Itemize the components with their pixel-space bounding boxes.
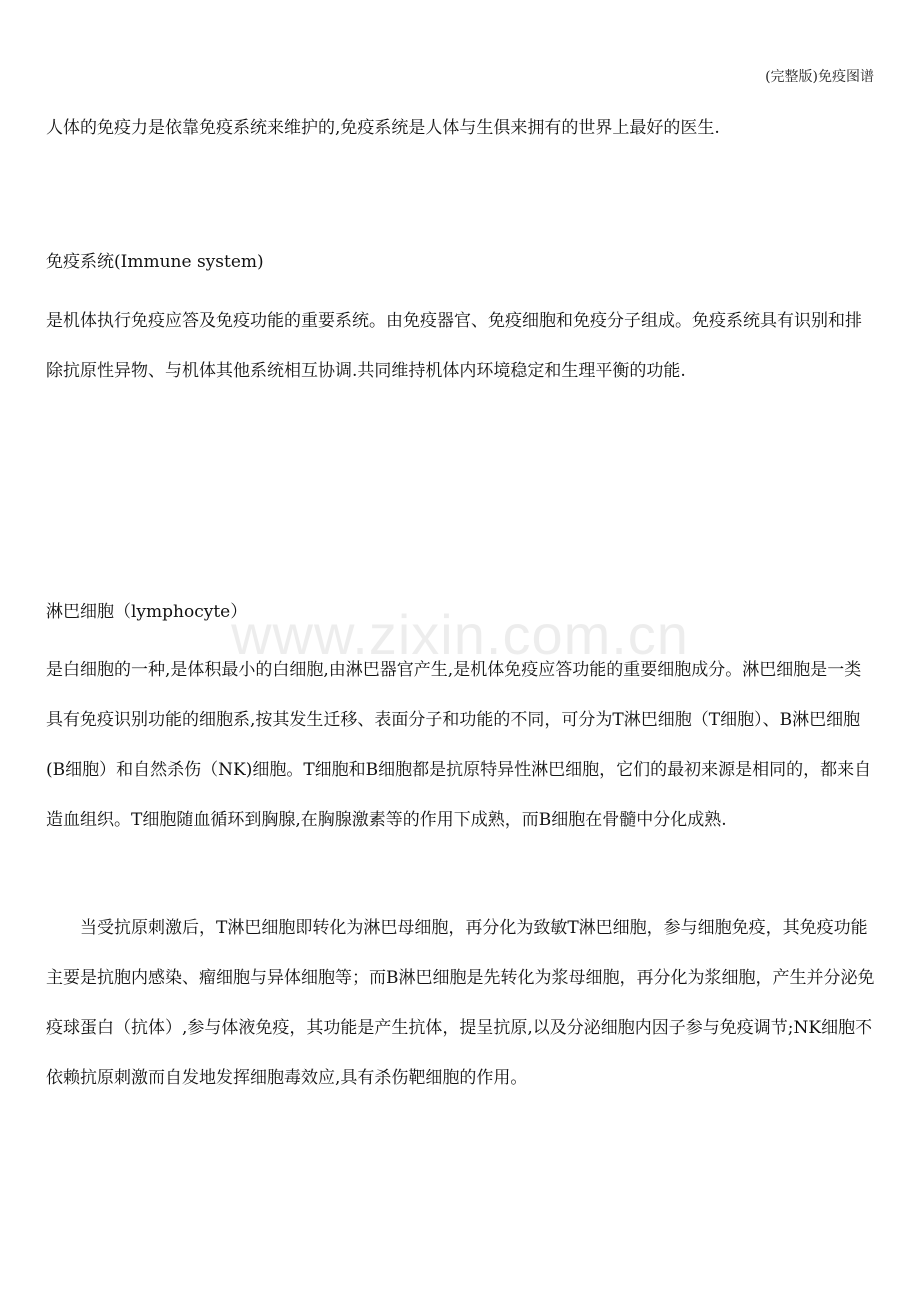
document-header-title: (完整版)免疫图谱 [765, 69, 874, 85]
immune-system-heading: 免疫系统(Immune system) [46, 252, 264, 272]
lymphocyte-paragraph-1: 是白细胞的一种,是体积最小的白细胞,由淋巴器官产生,是机体免疫应答功能的重要细胞成分。淋巴细胞是一类具有免疫识别功能的细胞系,按其发生迁移、表面分子和功能的不同，可分为T淋巴细胞（T细胞）、B淋巴细胞(B细胞）和自然杀伤（NK)细胞。T细胞和B细胞都是抗原特异性淋巴细胞，它们的最初来源是相同的，都来自造血组织。T细胞随血循环到胸腺,在胸腺激素等的作用下成熟，而B细胞在骨髓中分化成熟. [46, 660, 872, 830]
intro-paragraph: 人体的免疫力是依靠免疫系统来维护的,免疫系统是人体与生俱来拥有的世界上最好的医生. [46, 118, 720, 138]
lymphocyte-heading: 淋巴细胞（lymphocyte） [46, 602, 248, 622]
immune-system-paragraph: 是机体执行免疫应答及免疫功能的重要系统。由免疫器官、免疫细胞和免疫分子组成。免疫系统具有识别和排除抗原性异物、与机体其他系统相互协调.共同维持机体内环境稳定和生理平衡的功能. [46, 311, 862, 381]
lymphocyte-paragraph-2: 当受抗原刺激后，T淋巴细胞即转化为淋巴母细胞，再分化为致敏T淋巴细胞，参与细胞免疫，其免疫功能主要是抗胞内感染、瘤细胞与异体细胞等；而B淋巴细胞是先转化为浆母细胞，再分化为浆细胞，产生并分泌免疫球蛋白（抗体）,参与体液免疫，其功能是产生抗体，提呈抗原,以及分泌细胞内因子参与免疫调节;NK细胞不依赖抗原刺激而自发地发挥细胞毒效应,具有杀伤靶细胞的作用。 [46, 918, 875, 1088]
watermark: www.zixin.com.cn [231, 603, 689, 666]
